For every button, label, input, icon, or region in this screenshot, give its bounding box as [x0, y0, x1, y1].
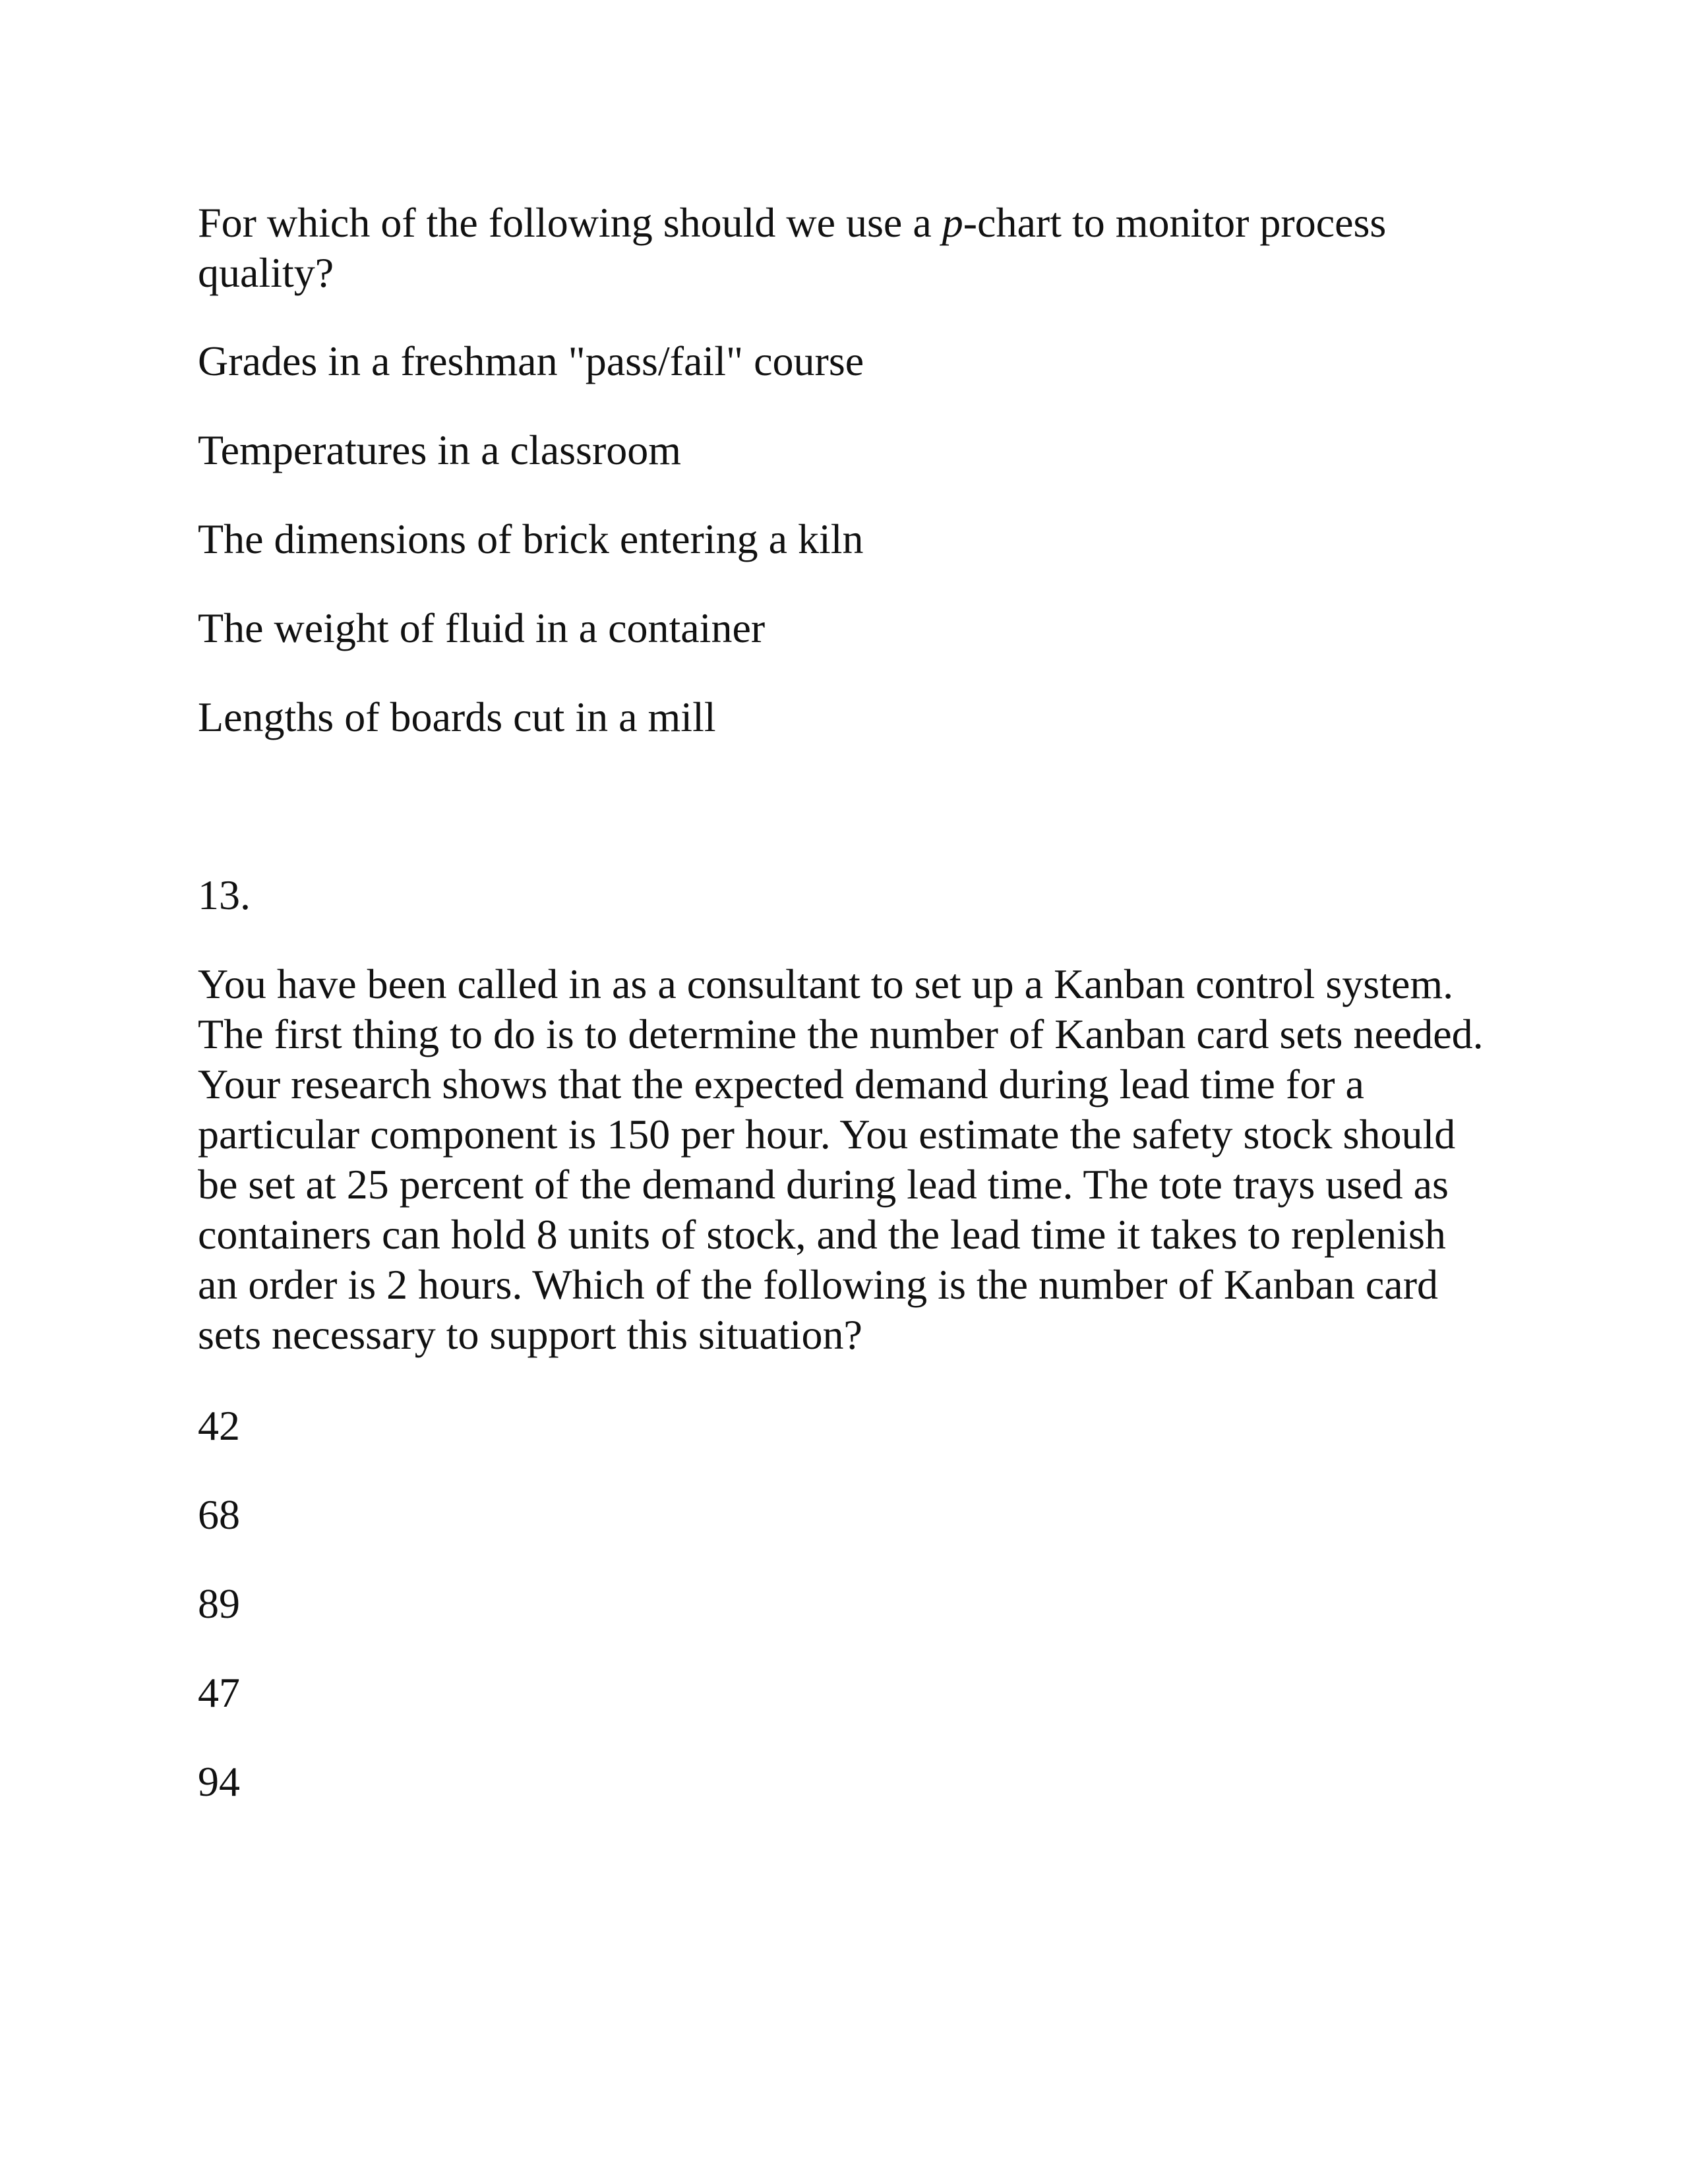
question-12-stem-start: For which of the following should we use a — [198, 199, 942, 246]
answer-option[interactable]: The weight of fluid in a container — [198, 605, 766, 651]
question-12-stem-end: -chart to monitor process quality? — [198, 199, 1387, 296]
p-chart-variable: p — [942, 199, 963, 246]
answer-option[interactable]: Temperatures in a classroom — [198, 427, 682, 473]
question-number: 13. — [198, 871, 251, 918]
answer-option[interactable]: 89 — [198, 1580, 240, 1627]
answer-option[interactable]: 47 — [198, 1669, 240, 1716]
answer-option[interactable]: Lengths of boards cut in a mill — [198, 694, 716, 740]
answer-option[interactable]: 42 — [198, 1402, 240, 1449]
answer-option[interactable]: Grades in a freshman "pass/fail" course — [198, 338, 864, 384]
question-13-stem: You have been called in as a consultant to set up a Kanban control system. The first thing to do is to determine the number of Kanban card sets needed. Your research shows that the expected demand during lead time for a particular component is 150 per hour. You estimate the safety stock should be set at 25 percent of the demand during lead time. The tote trays used as containers can hold 8 units of stock, and the lead time it takes to replenish an order is 2 hours. Which of the following is the number of Kanban card sets necessary to support this situation? — [198, 960, 1484, 1358]
answer-option[interactable]: 94 — [198, 1758, 240, 1805]
answer-option[interactable]: The dimensions of brick entering a kiln — [198, 516, 864, 562]
answer-option[interactable]: 68 — [198, 1491, 240, 1538]
question-12-stem — [198, 198, 1490, 298]
